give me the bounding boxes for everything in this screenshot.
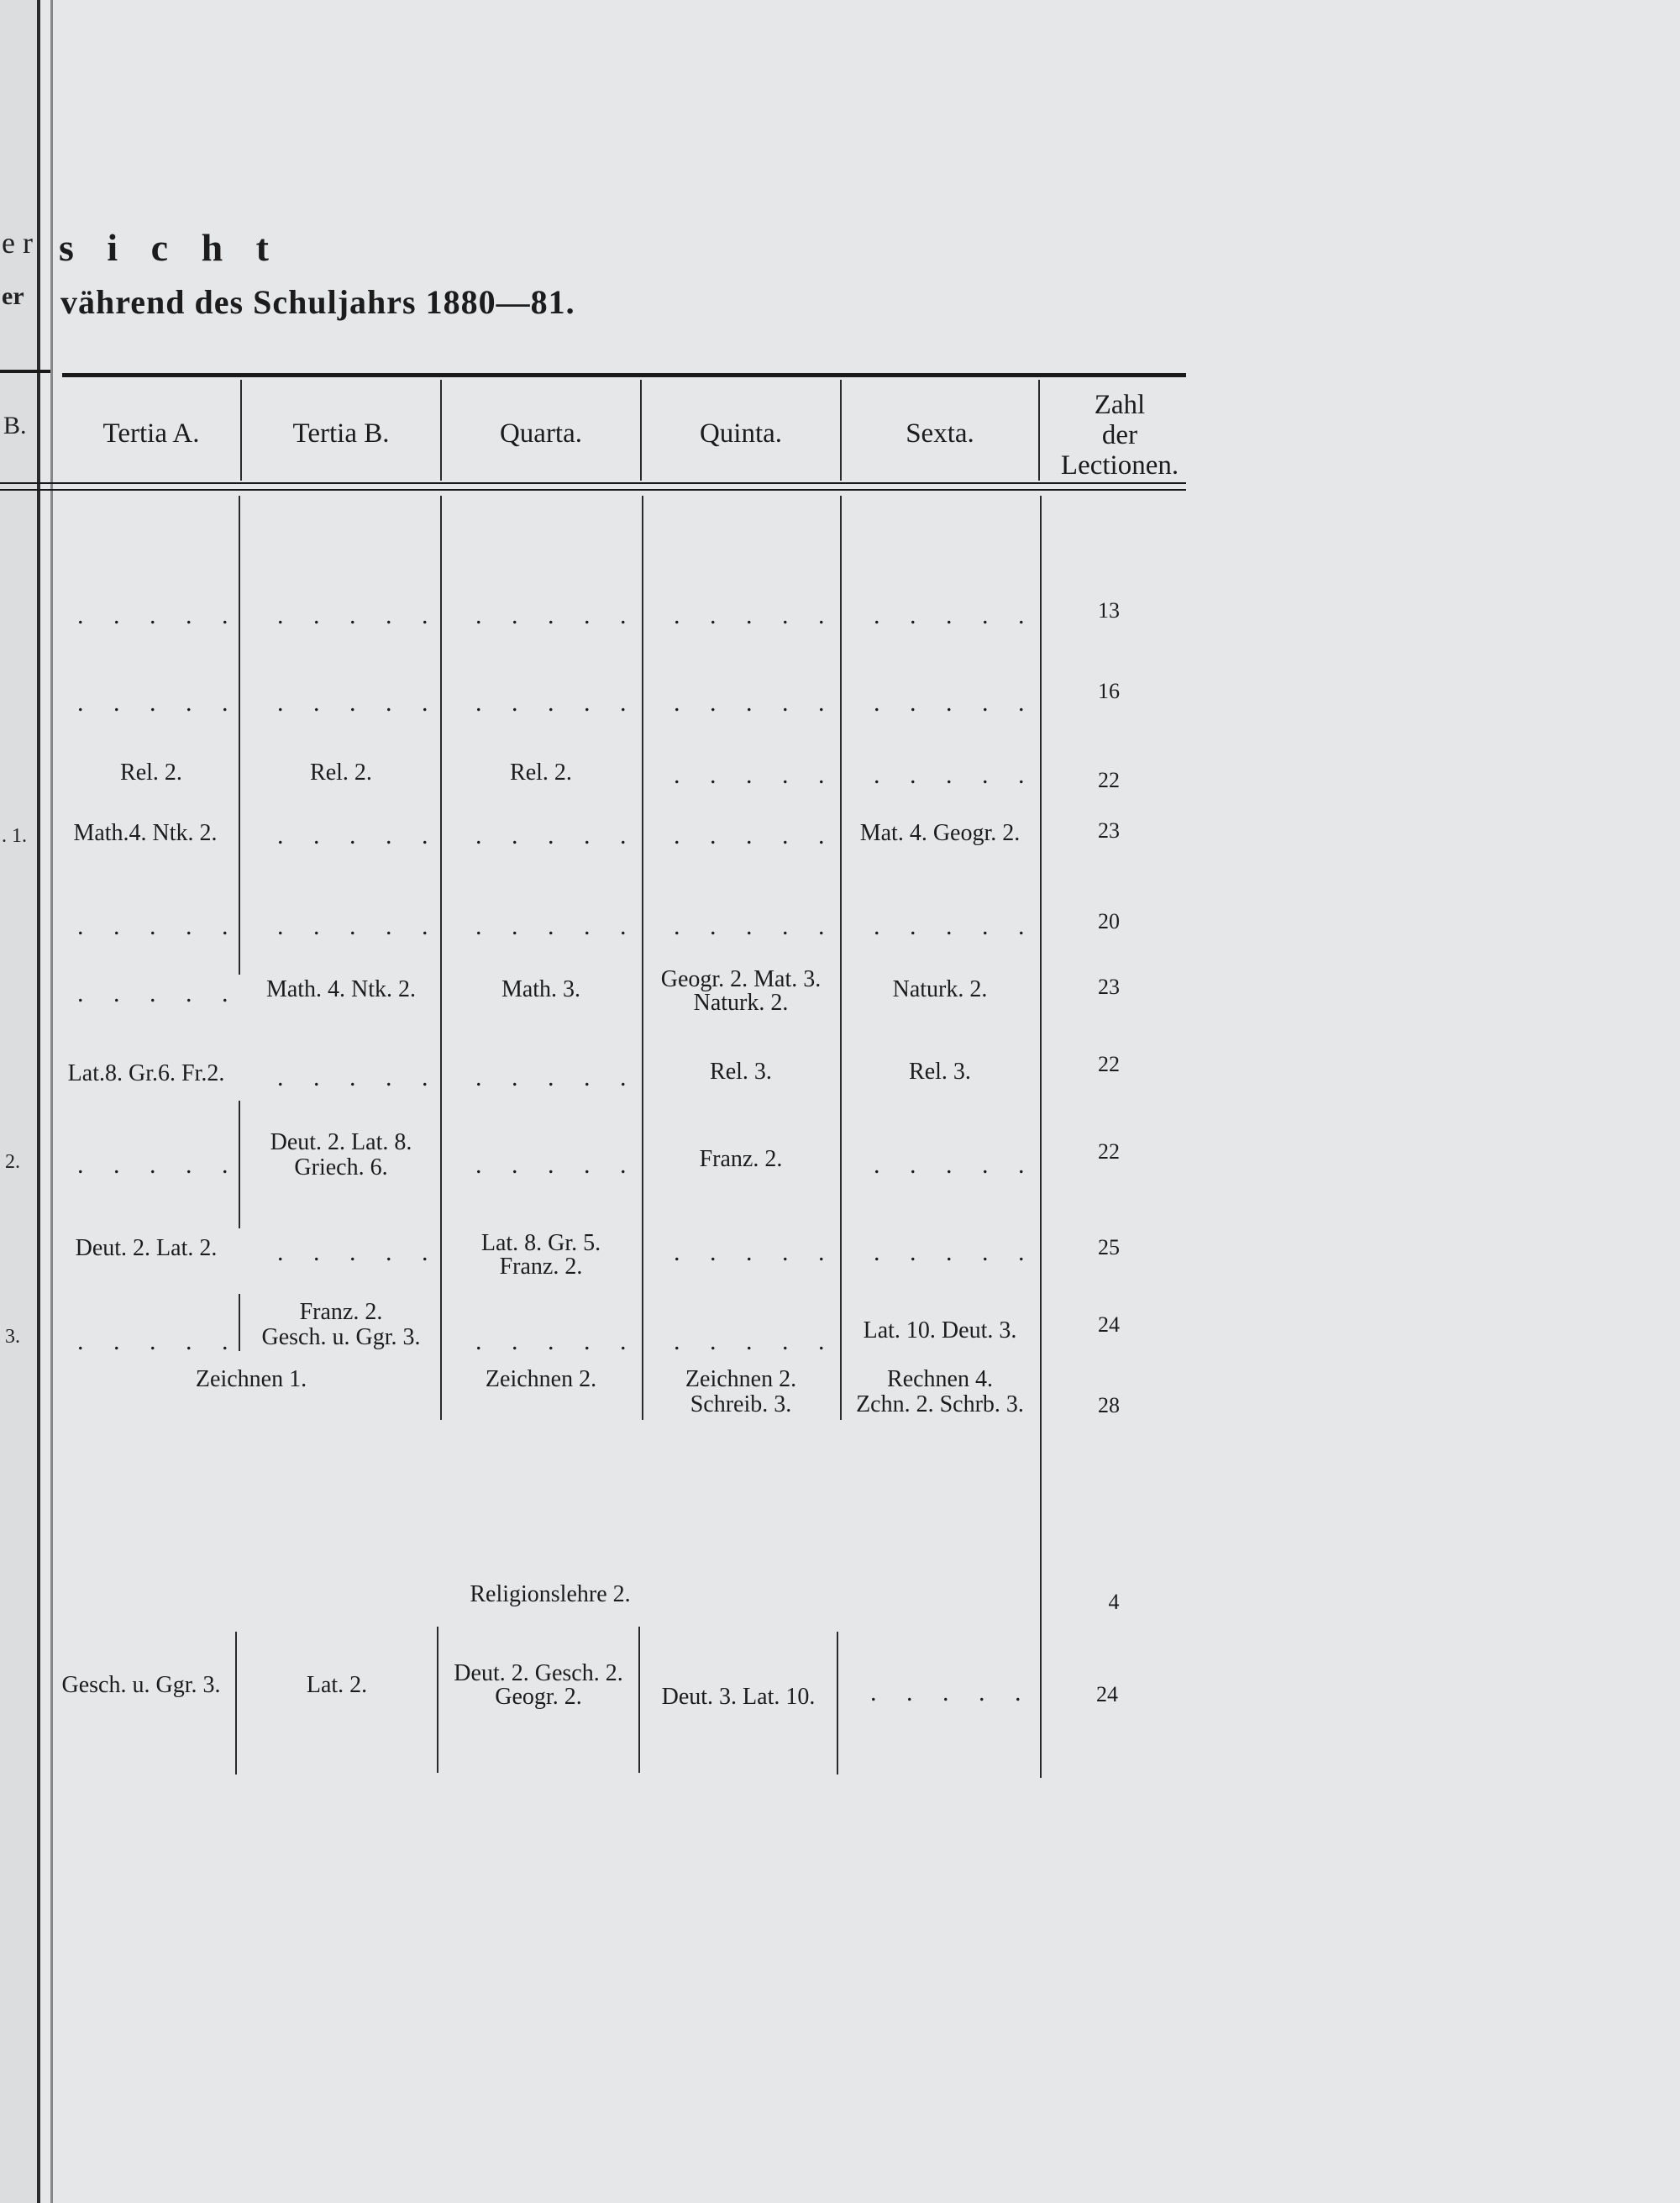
left-fragment: . 1. [2, 825, 27, 847]
header-sexta: Sexta. [906, 418, 974, 449]
table-cell: Zchn. 2. Schrb. 3. [856, 1391, 1024, 1417]
column-divider [642, 496, 643, 1420]
column-divider [239, 496, 240, 975]
header-bottom-rule [0, 482, 1186, 484]
zahl-value: 22 [1098, 1052, 1120, 1076]
dots-placeholder: . . . . . [77, 980, 240, 1007]
column-divider [440, 496, 442, 1420]
dots-placeholder: . . . . . [77, 912, 240, 940]
binding-line [37, 0, 40, 2203]
zahl-value: 13 [1098, 598, 1120, 623]
table-cell: Zeichnen 1. [195, 1366, 307, 1392]
zahl-value: 16 [1098, 679, 1120, 703]
dots-placeholder: . . . . . [77, 1151, 240, 1179]
zahl-value: 4 [1108, 1590, 1120, 1614]
zahl-value: 24 [1098, 1312, 1120, 1337]
table-cell: Math. 4. Ntk. 2. [265, 976, 417, 1002]
binding-line-secondary [50, 0, 53, 2203]
dots-placeholder: . . . . . [475, 1328, 638, 1355]
dots-placeholder: . . . . . [277, 1064, 440, 1091]
dots-placeholder: . . . . . [674, 689, 837, 717]
dots-placeholder: . . . . . [475, 822, 638, 849]
table-cell: Schreib. 3. [690, 1391, 792, 1417]
table-cell: Lat.8. Gr.6. Fr.2. [67, 1060, 225, 1086]
header-quarta: Quarta. [499, 418, 583, 449]
dots-placeholder: . . . . . [475, 1151, 638, 1179]
zahl-value: 22 [1098, 1139, 1120, 1164]
dots-placeholder: . . . . . [674, 912, 837, 940]
table-cell: Lat. 2. [306, 1672, 368, 1698]
page-title-line1: s i c h t [59, 226, 281, 269]
table-cell: Lat. 8. Gr. 5. [480, 1230, 601, 1256]
table-cell: Rel. 3. [909, 1059, 971, 1085]
table-cell: Rel. 2. [310, 760, 372, 786]
header-tertia-b: Tertia B. [292, 418, 390, 449]
table-cell: Gesch. u. Ggr. 3. [261, 1324, 421, 1350]
left-fragment: 2. [5, 1151, 20, 1173]
header-zahl: Lectionen. [1060, 450, 1179, 481]
column-divider [837, 1632, 838, 1774]
table-cell: Rel. 3. [710, 1059, 772, 1085]
table-cell: Zeichnen 2. [485, 1366, 597, 1392]
table-cell: Griech. 6. [294, 1154, 388, 1180]
dots-placeholder: . . . . . [870, 1679, 1033, 1706]
table-cell: Franz. 2. [699, 1146, 783, 1172]
column-divider [235, 1632, 237, 1774]
header-tertia-a: Tertia A. [102, 418, 200, 449]
header-zahl: der [1101, 420, 1138, 450]
dots-placeholder: . . . . . [77, 1328, 240, 1355]
left-fragment: B. [3, 412, 27, 439]
table-cell: Deut. 3. Lat. 10. [661, 1684, 816, 1710]
dots-placeholder: . . . . . [874, 1151, 1037, 1179]
dots-placeholder: . . . . . [277, 689, 440, 717]
table-cell: Geogr. 2. [495, 1684, 582, 1710]
column-divider [1040, 496, 1042, 1778]
table-cell: Gesch. u. Ggr. 3. [61, 1672, 221, 1698]
dots-placeholder: . . . . . [674, 602, 837, 629]
table-cell: Naturk. 2. [892, 976, 988, 1002]
column-divider [840, 496, 842, 1420]
table-cell: Franz. 2. [499, 1254, 583, 1280]
dots-placeholder: . . . . . [475, 1064, 638, 1091]
zahl-value: 24 [1096, 1682, 1118, 1706]
table-top-rule [62, 373, 1186, 377]
header-quinta: Quinta. [699, 418, 783, 449]
table-cell: Math. 3. [501, 976, 581, 1002]
table-cell: Mat. 4. Geogr. 2. [859, 820, 1021, 846]
dots-placeholder: . . . . . [277, 1238, 440, 1266]
page-edge-strip [0, 0, 37, 2203]
table-cell: Geogr. 2. Mat. 3. [660, 966, 822, 992]
table-cell: Deut. 2. Gesch. 2. [454, 1660, 623, 1686]
table-cell: Rel. 2. [120, 760, 182, 786]
dots-placeholder: . . . . . [475, 689, 638, 717]
table-cell: Religionslehre 2. [470, 1581, 631, 1607]
dots-placeholder: . . . . . [277, 912, 440, 940]
zahl-value: 28 [1098, 1393, 1120, 1417]
zahl-value: 22 [1098, 768, 1120, 792]
dots-placeholder: . . . . . [277, 602, 440, 629]
page-title-line2: vährend des Schuljahrs 1880—81. [60, 283, 575, 321]
dots-placeholder: . . . . . [77, 602, 240, 629]
table-cell: Naturk. 2. [693, 990, 789, 1016]
zahl-value: 23 [1098, 975, 1120, 999]
table-cell: Rechnen 4. [887, 1366, 993, 1392]
table-cell: Math.4. Ntk. 2. [73, 820, 218, 846]
table-cell: Franz. 2. [299, 1299, 383, 1325]
dots-placeholder: . . . . . [475, 912, 638, 940]
header-zahl: Zahl [1094, 390, 1146, 420]
table-cell: Deut. 2. Lat. 8. [270, 1129, 412, 1155]
dots-placeholder: . . . . . [674, 822, 837, 849]
header-bottom-rule [0, 489, 1186, 491]
dots-placeholder: . . . . . [277, 822, 440, 849]
zahl-value: 20 [1098, 909, 1120, 933]
dots-placeholder: . . . . . [77, 689, 240, 717]
table-top-rule [0, 370, 50, 373]
dots-placeholder: . . . . . [475, 602, 638, 629]
dots-placeholder: . . . . . [674, 1328, 837, 1355]
left-fragment: er [2, 282, 24, 310]
left-fragment: e r [2, 226, 33, 260]
dots-placeholder: . . . . . [874, 689, 1037, 717]
left-fragment: 3. [5, 1326, 20, 1348]
table-cell: Lat. 10. Deut. 3. [863, 1317, 1017, 1343]
zahl-value: 25 [1098, 1235, 1120, 1259]
dots-placeholder: . . . . . [874, 602, 1037, 629]
dots-placeholder: . . . . . [674, 1238, 837, 1266]
dots-placeholder: . . . . . [874, 761, 1037, 789]
zahl-value: 23 [1098, 818, 1120, 843]
table-cell: Zeichnen 2. [685, 1366, 797, 1392]
table-cell: Deut. 2. Lat. 2. [75, 1235, 218, 1261]
dots-placeholder: . . . . . [674, 761, 837, 789]
dots-placeholder: . . . . . [874, 912, 1037, 940]
table-cell: Rel. 2. [510, 760, 572, 786]
dots-placeholder: . . . . . [874, 1238, 1037, 1266]
